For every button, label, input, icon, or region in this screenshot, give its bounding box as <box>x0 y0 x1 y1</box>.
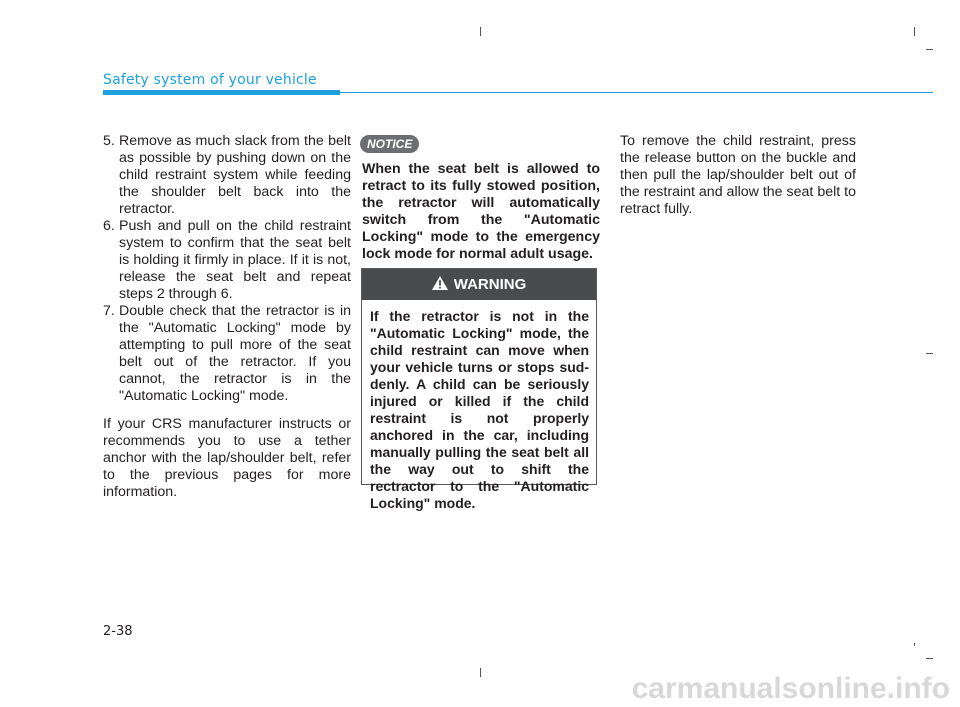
crop-mark <box>480 668 481 677</box>
warning-header <box>362 269 596 300</box>
warning-triangle-icon <box>432 276 448 294</box>
crop-mark <box>480 27 481 36</box>
step-item <box>103 133 351 218</box>
step-number: 6. <box>103 218 115 234</box>
notice-text: When the seat belt is allowed to retract to its fully stowed position, the retractor will automatically switch from the "Automatic Locking" mode to the emergency lock mode for normal adult usage. <box>362 161 600 262</box>
step-item <box>103 218 351 303</box>
crop-mark <box>926 49 933 50</box>
step-text: Double check that the retractor is in the "Automatic Locking" mode by attempting to pull more of the seat belt out of the retractor. If you cannot, the retractor is in the "Automatic Locking" mode. <box>119 303 351 404</box>
right-column <box>620 133 856 218</box>
crop-mark <box>926 353 933 354</box>
step-number: 7. <box>103 303 115 319</box>
notice-badge: NOTICE <box>360 135 419 153</box>
crop-mark <box>914 27 915 36</box>
warning-title: WARNING <box>453 276 527 293</box>
crop-mark <box>926 658 933 659</box>
step-number: 5. <box>103 133 115 149</box>
header-rule-thick <box>103 90 340 95</box>
step-item <box>103 303 351 405</box>
warning-text: If the retractor is not in the "Automatic Locking" mode, the child restraint can move when your vehicle turns or stops sud-denly. A child can be seriously injured or killed if the child restraint is not properly anchored in the car, including manually pulling the seat belt all the way out to shift the rectractor to the "Automatic Locking" mode. <box>370 308 589 511</box>
watermark: carmanualsonline.info <box>631 672 950 705</box>
step-text: Push and pull on the child restraint system to confirm that the seat belt is holding it firmly in place. If it is not, release the seat belt and repeat steps 2 through 6. <box>119 218 351 302</box>
section-title: Safety system of your vehicle <box>103 72 317 88</box>
remove-restraint-paragraph: To remove the child restraint, press the release button on the buckle and then pull the lap/shoulder belt out of the restraint and allow the seat belt to retract fully. <box>620 133 856 217</box>
tether-paragraph: If your CRS manufacturer instructs or recommends you to use a tether anchor with the lap/shoulder belt, refer to the previous pages for more information. <box>103 416 351 500</box>
page-number: 2-38 <box>103 624 133 639</box>
header-rule-thin <box>340 92 933 93</box>
left-column <box>103 133 351 501</box>
warning-box <box>361 268 597 511</box>
crop-mark <box>914 643 915 646</box>
step-text: Remove as much slack from the belt as possible by pushing down on the child restraint system while feeding the shoulder belt back into the retractor. <box>119 133 351 217</box>
